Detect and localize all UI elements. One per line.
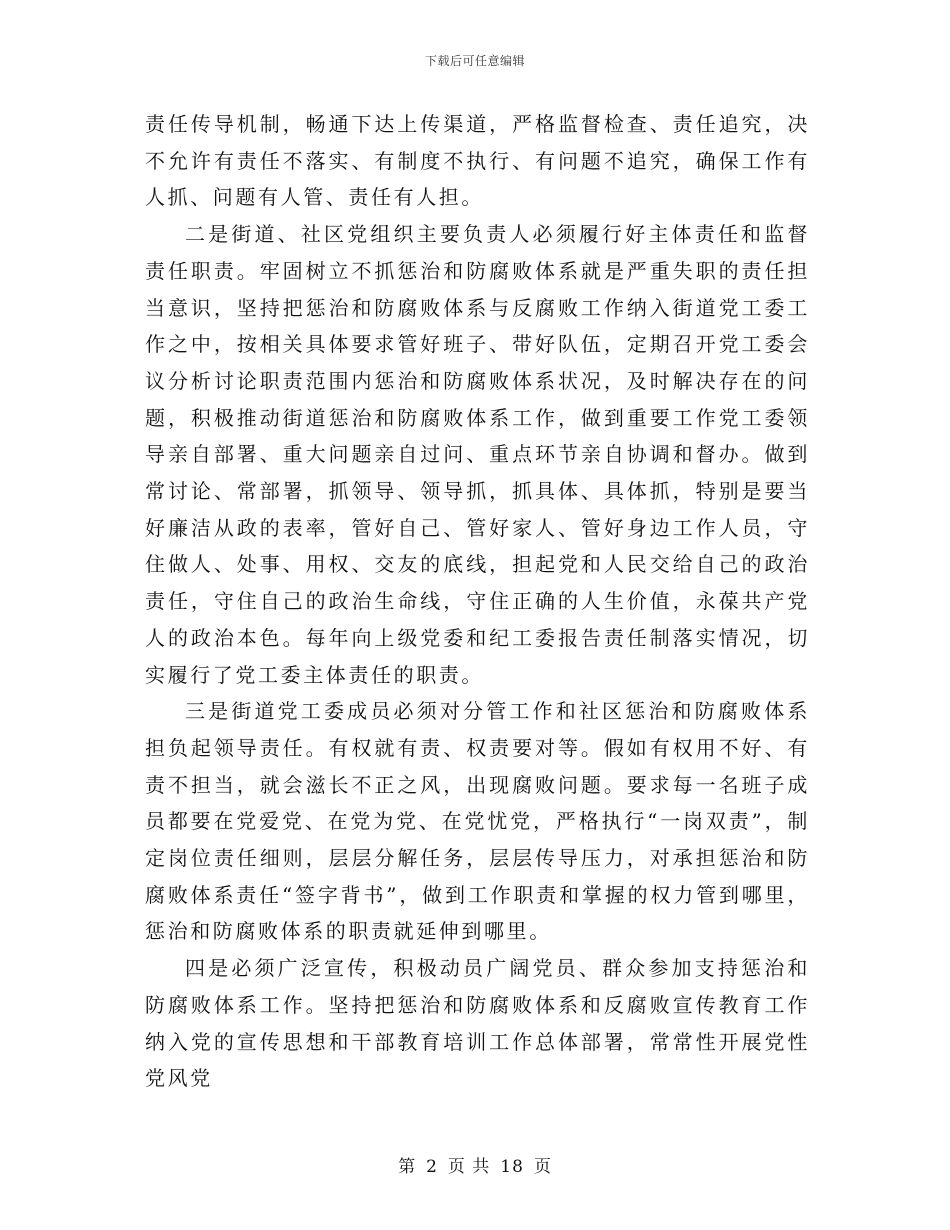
page-number: 2 (426, 1157, 438, 1177)
page-label-middle: 页 共 (447, 1157, 491, 1177)
paragraph-3: 三是街道党工委成员必须对分管工作和社区惩治和防腐败体系担负起领导责任。有权就有责、权责要对等。假如有权用不好、有责不担当，就会滋长不正之风，出现腐败问题。要求每一名班子成员都要在党爱党、在党为党、在党忧党，严格执行“一岗双责”，制定岗位责任细则，层层分解任务，层层传导压力，对承担惩治和防腐败体系责任“签字背书”，做到工作职责和掌握的权力管到哪里，惩治和防腐败体系的职责就延伸到哪里。 (145, 699, 810, 944)
page-label-suffix: 页 (533, 1157, 552, 1177)
document-body (145, 106, 810, 1097)
paragraph-4: 四是必须广泛宣传，积极动员广阔党员、群众参加支持惩治和防腐败体系工作。坚持把惩治和防腐败体系和反腐败宣传教育工作纳入党的宣传思想和干部教育培训工作总体部署，常常性开展党性党风党 (145, 956, 810, 1091)
page-label-prefix: 第 (398, 1157, 417, 1177)
paragraph-1: 责任传导机制，畅通下达上传渠道，严格监督检查、责任追究，决不允许有责任不落实、有制度不执行、有问题不追究，确保工作有人抓、问题有人管、责任有人担。 (145, 112, 810, 210)
total-pages: 18 (500, 1157, 524, 1177)
header-note: 下载后可任意编辑 (424, 54, 525, 68)
paragraph-2: 二是街道、社区党组织主要负责人必须履行好主体责任和监督责任职责。牢固树立不抓惩治和防腐败体系就是严重失职的责任担当意识，坚持把惩治和防腐败体系与反腐败工作纳入街道党工委工作之中，按相关具体要求管好班子、带好队伍，定期召开党工委会议分析讨论职责范围内惩治和防腐败体系状况，及时解决存在的问题，积极推动街道惩治和防腐败体系工作，做到重要工作党工委领导亲自部署、重大问题亲自过问、重点环节亲自协调和督办。做到常讨论、常部署，抓领导、领导抓，抓具体、具体抓，特别是要当好廉洁从政的表率，管好自己、管好家人、管好身边工作人员，守住做人、处事、用权、交友的底线，担起党和人民交给自己的政治责任，守住自己的政治生命线，守住正确的人生价值，永葆共产党人的政治本色。每年向上级党委和纪工委报告责任制落实情况，切实履行了党工委主体责任的职责。 (145, 222, 810, 687)
page-footer (0, 1152, 950, 1177)
